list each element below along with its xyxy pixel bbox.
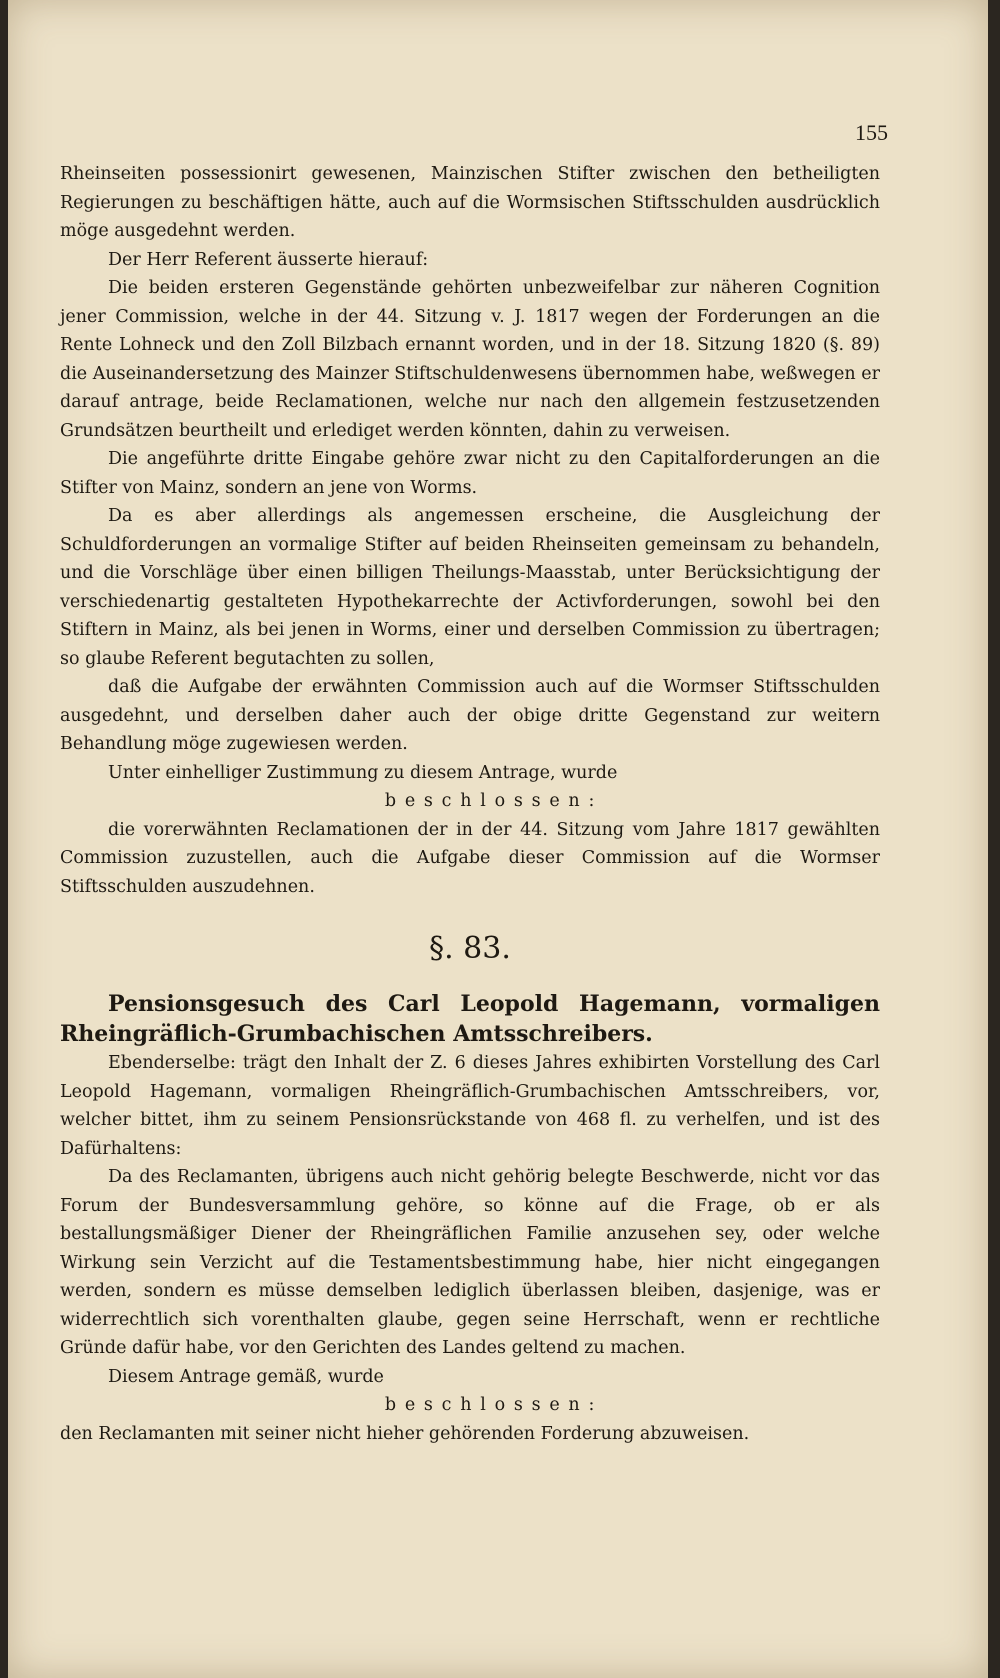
paragraph: Die angeführte dritte Eingabe gehöre zwar nicht zu den Capitalforderungen an die Stifter von Mainz, sondern an jene von Worms.	[60, 449, 880, 498]
section-title: Pensionsgesuch des Carl Leopold Hagemann, vormaligen Rheingräflich-Grumbachischen Amtsschreibers.	[60, 991, 880, 1047]
paragraph: Die beiden ersteren Gegenstände gehörten unbezweifelbar zur näheren Cognition jener Commission, welche in der 44. Sitzung v. J. 1817 wegen der Forderungen an die Rente Lohneck und den Zoll Bilzbach ernannt worden, und in der 18. Sitzung 1820 (§. 89) die Auseinandersetzung des Mainzer Stiftschuldenwesens übernommen habe, weßwegen er darauf antrage, beide Reclamationen, welche nur nach den allgemein festzusetzenden Grundsätzen beurtheilt und erlediget werden könnten, dahin zu verweisen.	[60, 278, 880, 441]
page-number: 155	[855, 120, 888, 145]
document-page	[8, 0, 988, 1678]
paragraph: Rheinseiten possessionirt gewesenen, Mainzischen Stifter zwischen den betheiligten Regierungen zu beschäftigen hätte, auch auf die Wormsischen Stiftsschulden ausdrücklich möge ausgedehnt werden.	[60, 164, 880, 241]
resolution-text: die vorerwähnten Reclamationen der in der 44. Sitzung vom Jahre 1817 gewählten Commission zuzustellen, auch die Aufgabe dieser Commission auf die Wormser Stiftsschulden auszudehnen.	[60, 819, 880, 897]
paragraph: Unter einhelliger Zustimmung zu diesem Antrage, wurde	[108, 762, 618, 783]
paragraph: Der Herr Referent äusserte hierauf:	[108, 249, 429, 270]
resolution-text: den Reclamanten mit seiner nicht hieher gehörenden Forderung abzuweisen.	[60, 1423, 750, 1444]
paragraph: Da es aber allerdings als angemessen erscheine, die Ausgleichung der Schuldforderungen an vormalige Stifter auf beiden Rheinseiten gemeinsam zu behandeln, und die Vorschläge über einen billigen Theilungs-Maasstab, unter Berücksichtigung der verschiedenartig gestalteten Hypothekarrechte der Activforderungen, sowohl bei den Stiftern in Mainz, als bei jenen in Worms, einer und derselben Commission zu übertragen; so glaube Referent begutachten zu sollen,	[60, 506, 880, 669]
section-number: §. 83.	[429, 931, 511, 966]
body-text	[60, 160, 880, 1448]
paragraph: Da des Reclamanten, übrigens auch nicht gehörig belegte Beschwerde, nicht vor das Forum der Bundesversammlung gehöre, so könne auf die Frage, ob er als bestallungsmäßiger Diener der Rheingräflichen Familie anzusehen sey, oder welche Wirkung sein Verzicht auf die Testamentsbestimmung habe, hier nicht eingegangen werden, sondern es müsse demselben lediglich überlassen bleiben, dasjenige, was er widerrechtlich sich vorenthalten glaube, gegen seine Herrschaft, wenn er rechtliche Gründe dafür habe, vor den Gerichten des Landes geltend zu machen.	[60, 1167, 880, 1358]
paragraph: daß die Aufgabe der erwähnten Commission auch auf die Wormser Stiftsschulden ausgedehnt, und derselben daher auch der obige dritte Gegenstand zur weitern Behandlung möge zugewiesen werden.	[60, 677, 880, 754]
paragraph: Diesem Antrage gemäß, wurde	[108, 1366, 384, 1387]
beschlossen-heading: beschlossen:	[384, 1395, 604, 1415]
paragraph: Ebenderselbe: trägt den Inhalt der Z. 6 dieses Jahres exhibirten Vorstellung des Carl Leopold Hagemann, vormaligen Rheingräflich-Grumbachischen Amtsschreibers, vor, welcher bittet, ihm zu seinem Pensionsrückstande von 468 fl. zu verhelfen, und ist des Dafürhaltens:	[60, 1053, 880, 1159]
beschlossen-heading: beschlossen:	[384, 791, 604, 811]
